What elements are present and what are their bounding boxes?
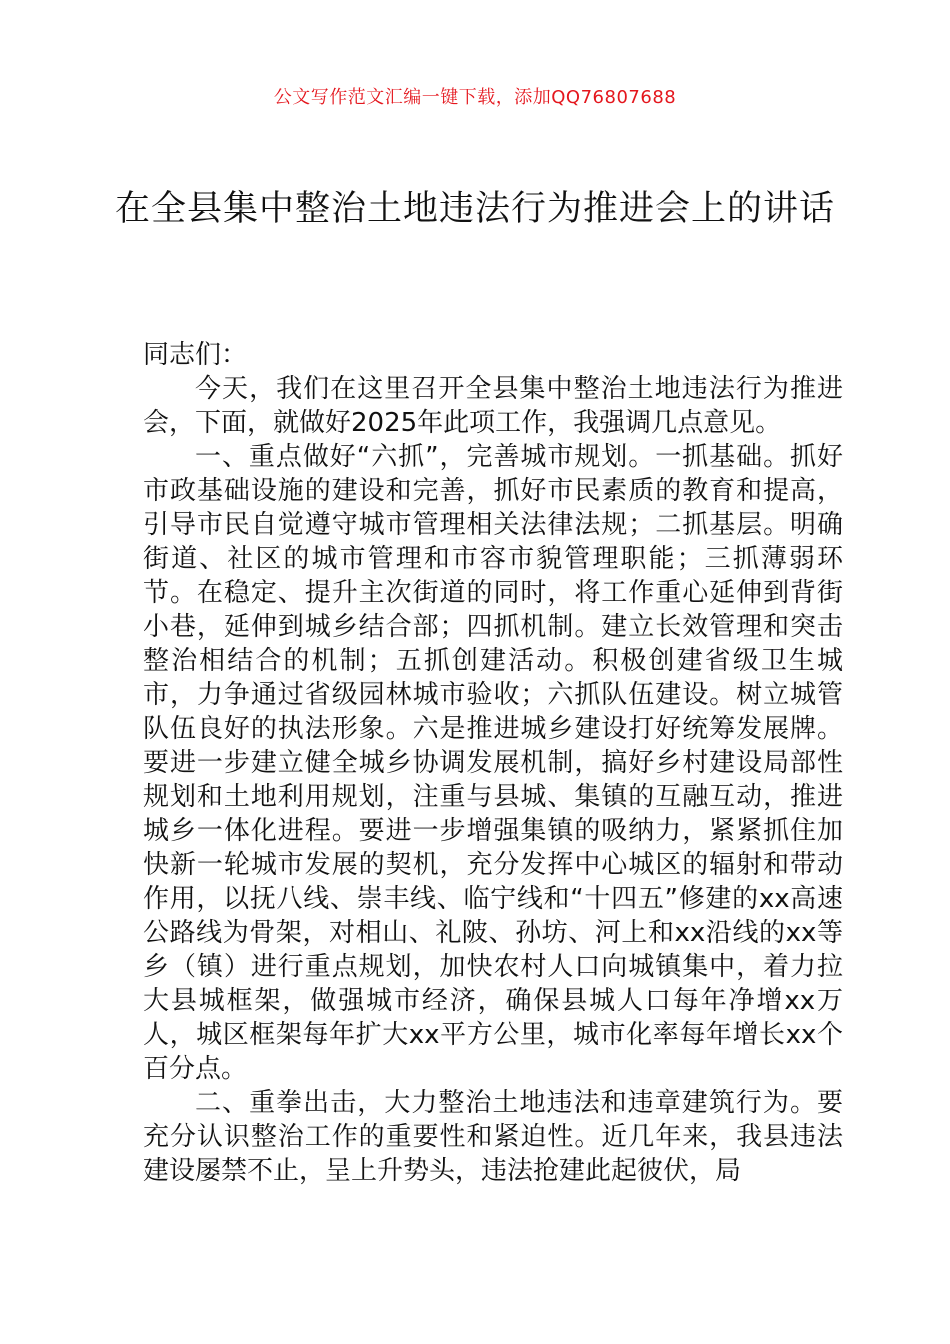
document-title: 在全县集中整治土地违法行为推进会上的讲话 <box>114 189 835 229</box>
paragraph-section-one: 一、重点做好“六抓”，完善城市规划。一抓基础。抓好市政基础设施的建设和完善，抓好市民素质的教育和提高，引导市民自觉遵守城市管理相关法律法规；二抓基层。明确街道、社区的城市管理和市容市貌管理职能；三抓薄弱环节。在稳定、提升主次街道的同时，将工作重心延伸到背街小巷，延伸到城乡结合部；四抓机制。建立长效管理和突击整治相结合的机制；五抓创建活动。积极创建省级卫生城市，力争通过省级园林城市验收；六抓队伍建设。树立城管队伍良好的执法形象。六是推进城乡建设打好统筹发展牌。要进一步建立健全城乡协调发展机制，搞好乡村建设局部性规划和土地利用规划，注重与县城、集镇的互融互动，推进城乡一体化进程。要进一步增强集镇的吸纳力，紧紧抓住加快新一轮城市发展的契机，充分发挥中心城区的辐射和带动作用，以抚八线、崇丰线、临宁线和“十四五”修建的xx高速公路线为骨架，对相山、礼陂、孙坊、河上和xx沿线的xx等乡（镇）进行重点规划，加快农村人口向城镇集中，着力拉大县城框架，做强城市经济，确保县城人口每年净增xx万人，城区框架每年扩大xx平方公里，城市化率每年增长xx个百分点。 <box>143 442 843 1084</box>
salutation: 同志们： <box>143 340 248 370</box>
download-promo-banner: 公文写作范文汇编一键下载，添加QQ76807688 <box>273 87 677 108</box>
paragraph-section-two: 二、重拳出击，大力整治土地违法和违章建筑行为。要充分认识整治工作的重要性和紧迫性。近几年来，我县违法建设屡禁不止，呈上升势头，违法抢建此起彼伏，局 <box>143 1088 843 1186</box>
paragraph-intro: 今天，我们在这里召开全县集中整治土地违法行为推进会，下面，就做好2025年此项工作，我强调几点意见。 <box>143 374 843 438</box>
document-body <box>143 338 843 1188</box>
